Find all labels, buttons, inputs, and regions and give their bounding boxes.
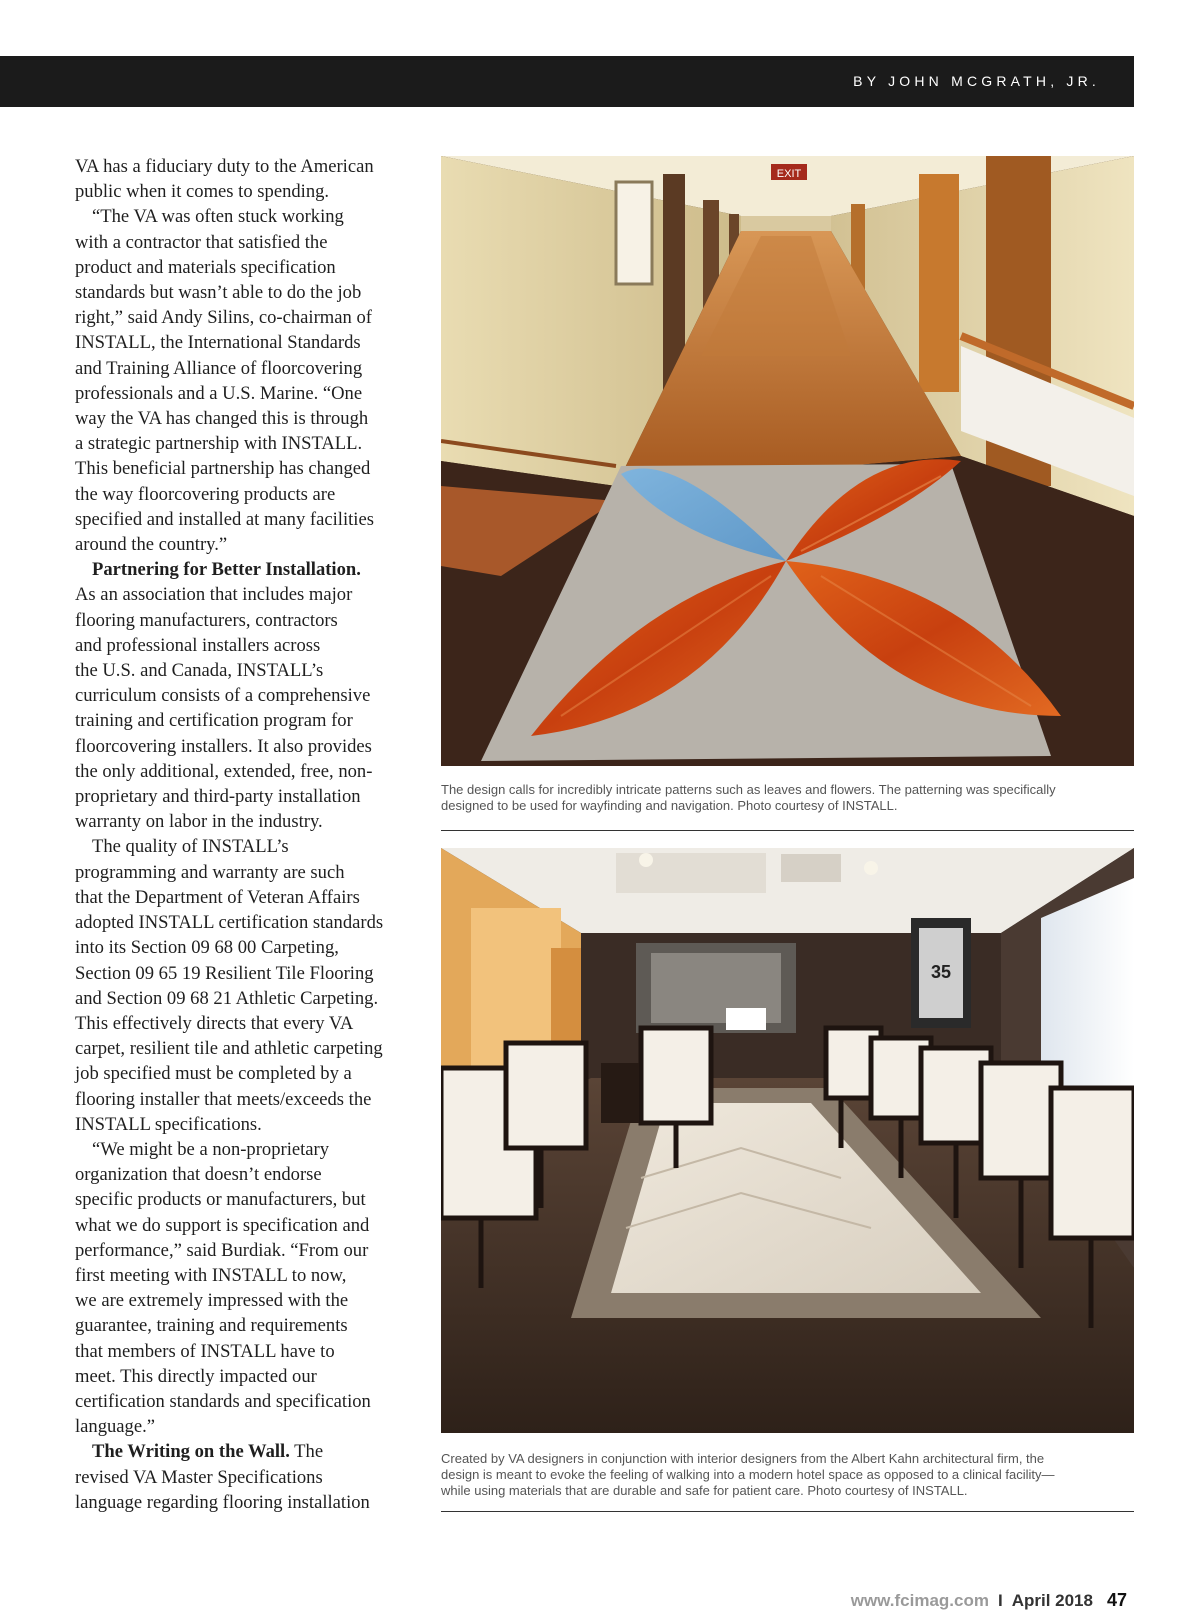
paragraph-3: [75, 557, 410, 834]
caption-rule-2: [441, 1511, 1134, 1512]
article-column: [75, 154, 410, 1515]
paragraph-5: “We might be a non-proprietary organization that doesn’t endorse specific products or manufacturers, but what we do support is specification and performance,” said Burdiak. “From our first meeting with INSTALL to now, we are extremely impressed with the guarantee, training and requirements that members of INSTALL have to meet. This directly impacted our certification standards and specification language.”: [75, 1138, 371, 1438]
subhead-writing-on-wall: The Writing on the Wall.: [92, 1441, 290, 1463]
paragraph-1: VA has a fiduciary duty to the American public when it comes to spending.: [75, 156, 374, 203]
paragraph-3-body: As an association that includes major flooring manufacturers, contractors and professional installers across the U.S. and Canada, INSTALL’s curriculum consists of a comprehensive training and certification program for floorcovering installers. It also provides the only additional, extended, free, non- proprietary and third-party installation warranty on labor in the industry.: [75, 584, 373, 833]
subhead-partnering: Partnering for Better Installation.: [92, 559, 361, 581]
photo-caption-1: The design calls for incredibly intricate patterns such as leaves and flowers. The patterning was specifically designed to be used for wayfinding and navigation. Photo courtesy of INSTALL.: [441, 782, 1056, 813]
photo-caption-2: Created by VA designers in conjunction with interior designers from the Albert Kahn architectural firm, the design is meant to evoke the feeling of walking into a modern hotel space as opposed to a clinical facility— while using materials that are durable and safe for patient care. Photo courtesy of INSTALL.: [441, 1451, 1055, 1498]
page-number: 47: [1106, 1590, 1127, 1610]
footer-website: www.fcimag.com: [850, 1591, 989, 1610]
paragraph-2: “The VA was often stuck working with a contractor that satisfied the product and materials specification standards but wasn’t able to do the job right,” said Andy Silins, co-chairman of INSTALL, the International Standards and Training Alliance of floorcovering professionals and a U.S. Marine. “One way the VA has changed this is through a strategic partnership with INSTALL. This beneficial partnership has changed the way floorcovering products are specified and installed at many facilities around the country.”: [75, 206, 374, 556]
page-footer: [851, 1590, 1127, 1611]
jersey-number: 35: [930, 962, 952, 982]
footer-separator: I: [997, 1591, 1003, 1610]
paragraph-6-body: The revised VA Master Specifications language regarding flooring installation: [75, 1441, 370, 1513]
caption-rule-1: [441, 830, 1134, 831]
byline: BY JOHN MCGRATH, JR.: [853, 73, 1100, 89]
header-bar: [0, 56, 1134, 107]
footer-issue-date: April 2018: [1011, 1591, 1093, 1610]
waiting-room-photo: [441, 848, 1134, 1433]
paragraph-6: [75, 1439, 410, 1515]
exit-sign-label: EXIT: [776, 168, 802, 180]
paragraph-4: The quality of INSTALL’s programming and warranty are such that the Department of Veteran Affairs adopted INSTALL certification standards into its Section 09 68 00 Carpeting, Section 09 65 19 Resilient Tile Flooring and Section 09 68 21 Athletic Carpeting. This effectively directs that every VA carpet, resilient tile and athletic carpeting job specified must be completed by a flooring installer that meets/exceeds the INSTALL specifications.: [75, 836, 384, 1135]
hallway-photo: [441, 156, 1134, 766]
